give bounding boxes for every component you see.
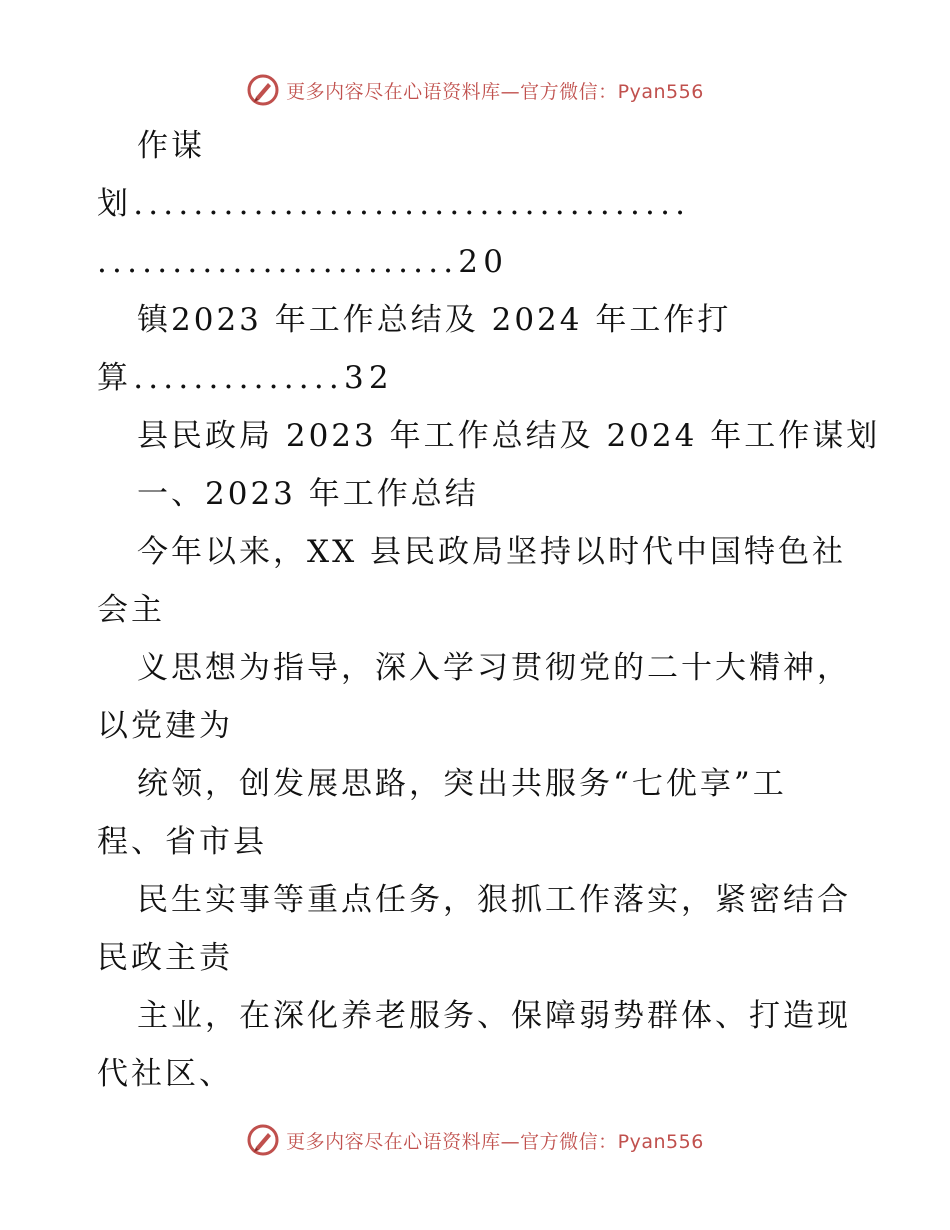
toc-entry-line: 作谋 <box>137 128 205 164</box>
footer-banner <box>0 1120 950 1160</box>
paragraph-line: 代社区、 <box>97 1056 233 1092</box>
paragraph-line: 会主 <box>97 592 165 628</box>
toc-entry-line: 划..................................... <box>97 186 691 222</box>
toc-entry-page-number: 算..............32 <box>97 360 394 396</box>
pen-logo-icon <box>246 1123 280 1157</box>
paragraph-line: 义思想为指导，深入学习贯彻党的二十大精神， <box>137 650 851 686</box>
toc-entry-line: 镇2023 年工作总结及 2024 年工作打 <box>137 302 732 338</box>
paragraph-line: 民生实事等重点任务，狠抓工作落实，紧密结合 <box>137 882 851 918</box>
header-banner-text: 更多内容尽在心语资料库—官方微信：Pyan556 <box>286 80 704 103</box>
section-heading: 一、2023 年工作总结 <box>137 476 479 512</box>
pen-logo-icon <box>246 73 280 107</box>
paragraph-line: 程、省市县 <box>97 824 267 860</box>
toc-entry-page-number: ........................20 <box>97 244 509 280</box>
paragraph-line: 民政主责 <box>97 940 233 976</box>
footer-banner-text: 更多内容尽在心语资料库—官方微信：Pyan556 <box>286 1130 704 1153</box>
paragraph-line: 统领，创发展思路，突出共服务“七优享”工 <box>137 766 787 802</box>
header-banner <box>0 70 950 110</box>
paragraph-line: 主业，在深化养老服务、保障弱势群体、打造现 <box>137 998 851 1034</box>
paragraph-line: 今年以来，XX 县民政局坚持以时代中国特色社 <box>137 534 846 570</box>
document-title: 县民政局 2023 年工作总结及 2024 年工作谋划 <box>137 418 881 454</box>
paragraph-line: 以党建为 <box>97 708 233 744</box>
